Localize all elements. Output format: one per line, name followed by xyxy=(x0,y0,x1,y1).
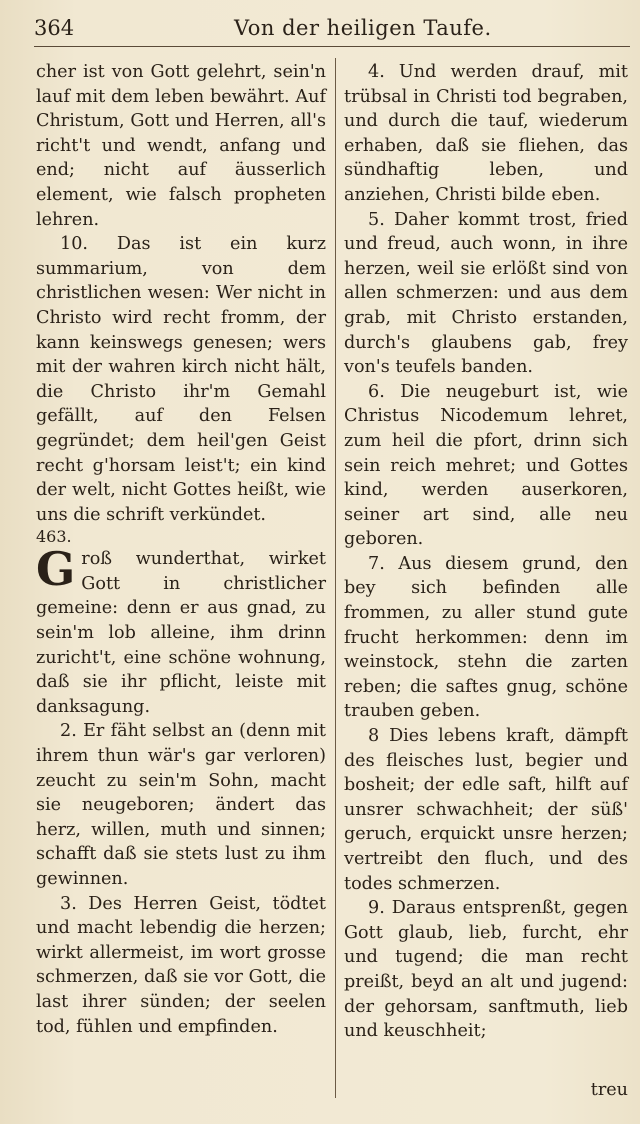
verse-10: 10. Das ist ein kurz summarium, von dem christlichen wesen: Wer nicht in Christo wird recht fromm, der kann keinswegs genesen; wers mit der wahren kirch nicht hält, die Christo ihr'm Gemahl gefällt, auf den Felsen gegründet; dem heil'gen Geist recht g'horsam leist't; ein kind der welt, nicht Gottes heißt, wie uns die schrift verkündet. xyxy=(36,234,326,525)
left-column xyxy=(36,60,326,1039)
hymn-number: 463. xyxy=(36,527,72,547)
header-rule xyxy=(34,46,630,47)
verse-7: 7. Aus diesem grund, den bey sich befinden alle frommen, zu aller stund gute frucht herkommen: denn im weinstock, stehn die zarten reben; die saftes gnug, schöne trauben geben. xyxy=(344,553,628,722)
hymn-verse-1 xyxy=(36,542,326,719)
page-header xyxy=(34,14,624,48)
drop-cap: G xyxy=(36,542,76,597)
verse-continuation: cher ist von Gott gelehrt, sein'n lauf mit dem leben bewährt. Auf Christum, Gott und Herren, all's richt't und wendt, anfang und end; nicht auf äusserlich element, wie falsch propheten lehren. xyxy=(36,62,326,230)
verse-2: 2. Er fäht selbst an (denn mit ihrem thun wär's gar verloren) zeucht zu sein'm Sohn, macht sie neugeboren; ändert das herz, willen, muth und sinnen; schafft daß sie stets lust zu ihm gewinnen. xyxy=(36,721,326,889)
page-number: 364 xyxy=(34,16,75,40)
verse-4: 4. Und werden drauf, mit trübsal in Christi tod begraben, und durch die tauf, wiederum erhaben, daß sie fliehen, das sündhaftig leben, und anziehen, Christi bilde eben. xyxy=(344,62,628,205)
verse-3: 3. Des Herren Geist, tödtet und macht lebendig die herzen; wirkt allermeist, im wort grosse schmerzen, daß sie vor Gott, die last ihrer sünden; der seelen tod, fühlen und empfinden. xyxy=(36,893,326,1037)
verse-8: 8 Dies lebens kraft, dämpft des fleisches lust, begier und bosheit; der edle saft, hilft auf unsrer schwachheit; der süß' geruch, erquickt unsre herzen; vertreibt den fluch, und des todes schmerzen. xyxy=(344,726,628,894)
right-column xyxy=(344,60,628,1044)
column-divider xyxy=(335,58,336,1098)
verse-1-text: roß wunderthat, wirket Gott in christlicher gemeine: denn er aus gnad, zu sein'm lob alleine, ihm drinn zuricht't, eine schöne wohnung, daß sie ihr pflicht, leiste mit danksagung. xyxy=(36,549,326,717)
verse-9: 9. Daraus entsprenßt, gegen Gott glaub, lieb, furcht, ehr und tugend; die man recht preißt, beyd an alt und jugend: der gehorsam, sanftmuth, lieb und keuschheit; xyxy=(344,898,628,1042)
catchword: treu xyxy=(590,1080,628,1100)
running-title: Von der heiligen Taufe. xyxy=(234,16,492,40)
verse-6: 6. Die neugeburt ist, wie Christus Nicodemum lehret, zum heil die pfort, drinn sich sein reich mehret; und Gottes kind, werden auserkoren, seiner art sind, alle neu geboren. xyxy=(344,381,628,550)
verse-5: 5. Daher kommt trost, fried und freud, auch wonn, in ihre herzen, weil sie erlößt sind von allen schmerzen: und aus dem grab, mit Christo erstanden, durch's glaubens gab, frey von's teufels banden. xyxy=(344,209,628,378)
